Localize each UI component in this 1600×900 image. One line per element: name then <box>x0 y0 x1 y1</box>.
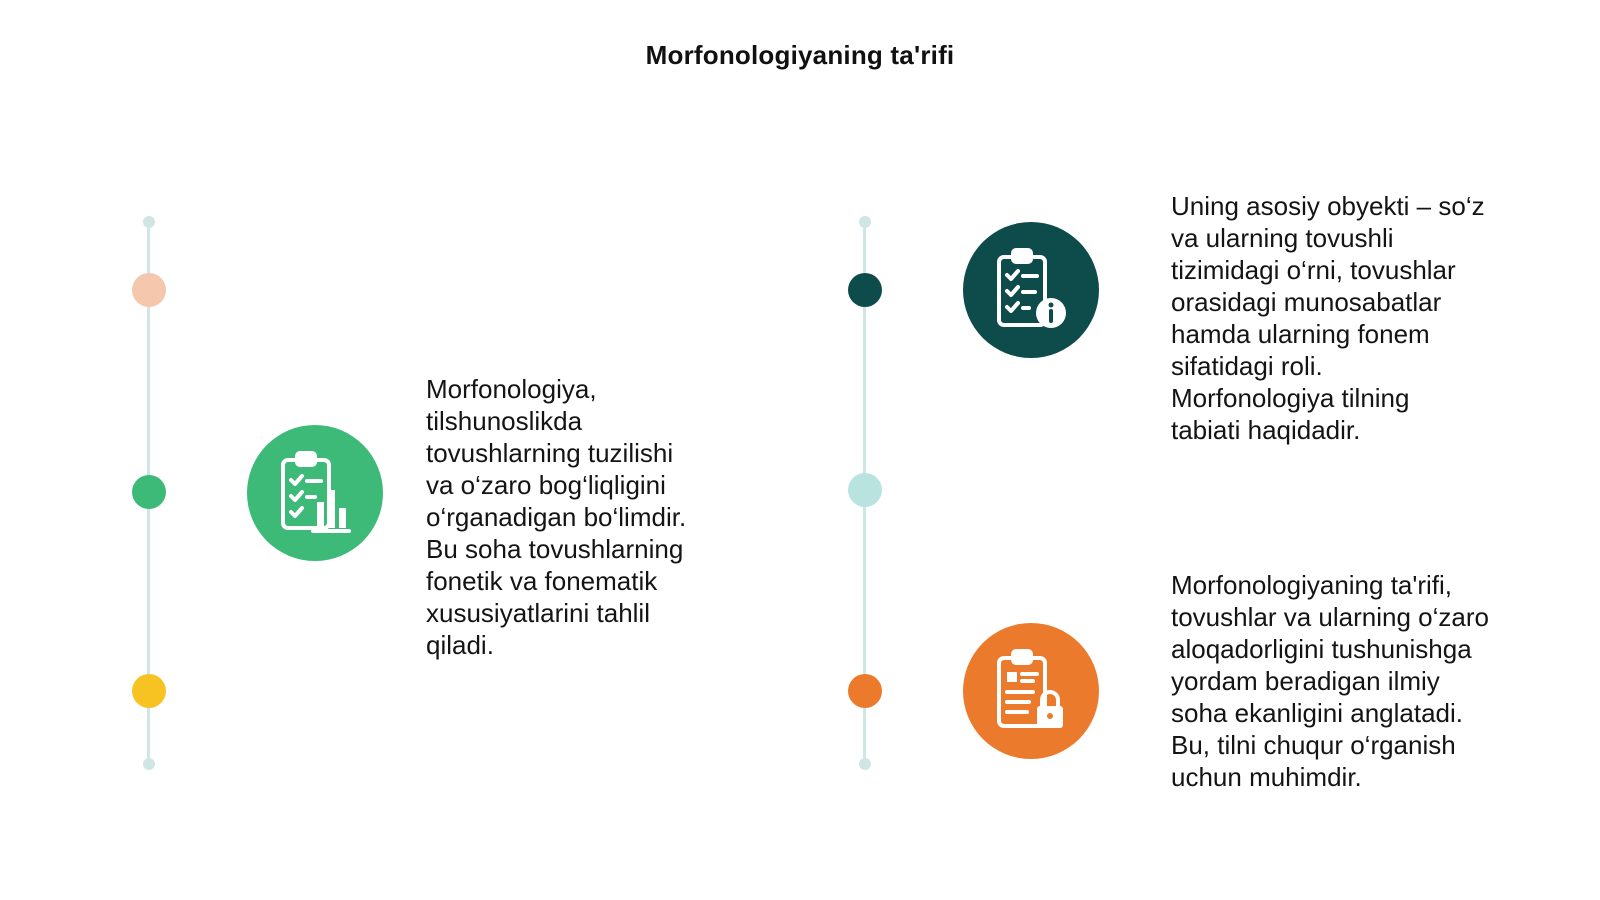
right-timeline-bottom-cap <box>859 758 871 770</box>
left-timeline-bottom-cap <box>143 758 155 770</box>
clipboard-lock-icon <box>993 648 1069 734</box>
left-marker-yellow <box>132 674 166 708</box>
clipboard-chart-icon <box>277 450 353 536</box>
item-1-icon-circle <box>247 425 383 561</box>
right-marker-orange <box>848 674 882 708</box>
item-3-text: Morfonologiyaning ta'rifi, tovushlar va ularning o‘zaro aloqadorligini tushunishga yordam beradigan ilmiy soha ekanligini anglatadi. Bu, tilni chuqur o‘rganish uchun muhimdir. <box>1171 570 1489 792</box>
item-2-text: Uning asosiy obyekti – so‘z va ularning tovushli tizimidagi o‘rni, tovushlar orasidagi munosabatlar hamda ularning fonem sifatidagi roli. Morfonologiya tilning tabiati haqidadir. <box>1171 191 1485 445</box>
item-3-icon-circle <box>963 623 1099 759</box>
slide-title: Morfonologiyaning ta'rifi <box>645 40 955 70</box>
item-1-text: Morfonologiya, tilshunoslikda tovushlarning tuzilishi va o‘zaro bog‘liqligini o‘rganadigan bo‘limdir. Bu soha tovushlarning fonetik va fonematik xususiyatlarini tahlil qiladi. <box>426 374 687 660</box>
item-2-icon-circle <box>963 222 1099 358</box>
left-marker-green <box>132 475 166 509</box>
left-timeline-top-cap <box>143 216 155 228</box>
clipboard-info-icon <box>993 247 1069 333</box>
left-marker-peach <box>132 273 166 307</box>
right-timeline-top-cap <box>859 216 871 228</box>
right-marker-light-teal <box>848 473 882 507</box>
right-marker-dark-teal <box>848 273 882 307</box>
